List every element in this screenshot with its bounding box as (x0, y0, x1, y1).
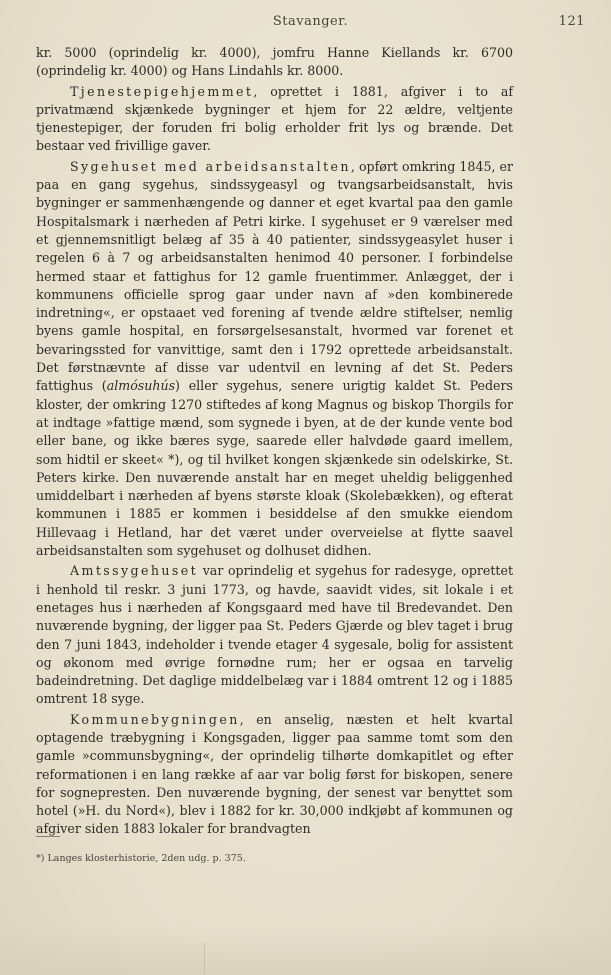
running-head: Stavanger. (272, 14, 349, 29)
section-heading-word: Tjenestepigehjemmet (70, 83, 254, 99)
paragraph-text: , opført omkring 1845, er paa en gang sygehus, sindssygeasyl og tvangsarbeidsanstalt, hvis bygninger er sammenhængende og danner et eget kvartal paa den gamle Hospitalsmark i nærheden af Petri kirke. I sygehuset er 9 værelser med et gjennemsnitligt belæg af 35 à 40 patienter, sindssygeasylet huser i regelen 6 à 7 og arbeidsanstalten henimod 40 personer. I forbindelse hermed staar et fattighus for 12 gamle fruentimmer. Anlægget, der i kommunens officielle sprog gaar under navn af »den kombinerede indretning«, er opstaaet ved forening af tvende ældre stiftelser, nemlig byens gamle hospital, en forsørgelsesanstalt, hvormed var forenet et bevaringssted for vanvittige, samt den i 1792 oprettede arbeidsanstalt. Det førstnævnte af disse var udentvil en levning af det St. Peders fattighus ( (36, 158, 513, 394)
page-number: 121 (558, 14, 585, 29)
paragraph-text: , en anselig, næsten et helt kvartal optagende træbygning i Kongsgaden, ligger paa samme tomt som den gamle »communsbygning«, der oprindelig tilhørte domkapitlet og efter reformationen i en lang række af aar var bolig først for biskopen, senere for sognepresten. Den nuværende bygning, der senest var benyttet som hotel (»H. du Nord«), blev i 1882 for kr. 30,000 indkjøbt af kommunen og afgiver siden 1883 lokaler for brandvagten (36, 711, 513, 837)
page-bottom-shading (0, 925, 611, 975)
footnote: *) Langes klosterhistorie, 2den udg. p. 375. (36, 853, 246, 864)
section-heading-word: Sygehuset med arbeidsanstalten (70, 158, 351, 174)
paragraph-text: kr. 5000 (oprindelig kr. 4000), jomfru Hanne Kiellands kr. 6700 (oprindelig kr. 4000) og Hans Lindahls kr. 8000. (36, 45, 513, 79)
section-heading-word: Kommunebygningen (70, 711, 240, 727)
footnote-rule (36, 836, 60, 837)
paragraph-text: var oprindelig et sygehus for radesyge, oprettet i henhold til reskr. 3 juni 1773, og havde, saavidt vides, sit lokale i et enetages hus i nærheden af Kongsgaard med have til Bredevandet. Den nuværende bygning, der ligger paa St. Peders Gjærde og blev taget i brug den 7 juni 1843, indeholder i tvende etager 4 sygesale, bolig for assistent og økonom med øvrige fornødne rum; her er ogsaa en tarvelig badeindretning. Det daglige middelbelæg var i 1884 omtrent 12 og i 1885 omtrent 18 syge. (36, 563, 513, 707)
page-header (36, 14, 585, 34)
paragraph-text: , oprettet i 1881, afgiver i to af privatmænd skjænkede bygninger et hjem for 22 ældre, veltjente tjenestepiger, der foruden fri bolig erholder frit lys og brænde. Det bestaar ved frivillige gaver. (36, 83, 513, 154)
paragraph-text: ) eller sygehus, senere urigtig kaldet St. Peders kloster, der omkring 1270 stiftedes af kong Magnus og biskop Thorgils for at indtage »fattige mænd, som sygnede i byen, at de der kunde vente bod eller bane, og ikke bæres syge, saarede eller halvdøde gaard imellem, som hidtil er skeet« *), og til hvilket kongen skjænkede sin odelskirke, St. Peters kirke. Den nuværende anstalt har en meget uheldig beliggenhed umiddelbart i nærheden af byens største kloak (Skolebækken), og efterat kommunen i 1885 er kommen i besiddelse af den smukke eiendom Hillevaag i Hetland, har det været under overveielse at flytte saavel arbeidsanstalten som sygehuset og dolhuset didhen. (36, 378, 513, 559)
italic-term: almósuhús (106, 378, 176, 394)
paragraph-kommunebygningen (36, 711, 513, 839)
paragraph-continuation (36, 44, 513, 81)
paragraph-amtssygehuset (36, 562, 513, 708)
section-heading-word: Amtssygehuset (70, 563, 199, 579)
page-crease (204, 943, 205, 975)
body-text (36, 44, 513, 839)
paragraph-sygehuset (36, 158, 513, 561)
paragraph-tjenestepigehjemmet (36, 83, 513, 156)
